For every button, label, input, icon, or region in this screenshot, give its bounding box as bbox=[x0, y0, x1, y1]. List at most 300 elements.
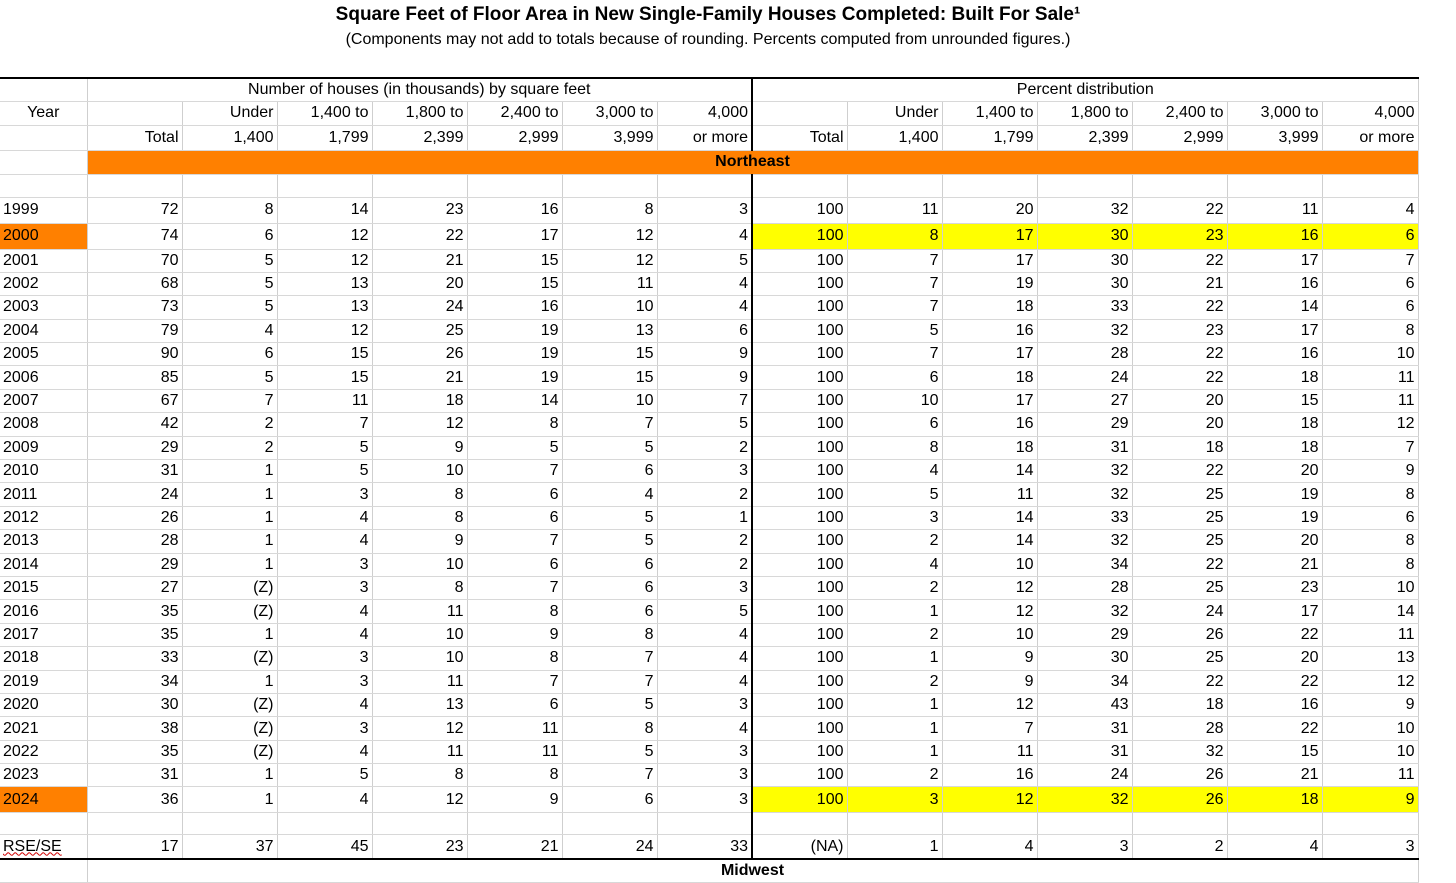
column-header-top[interactable]: 2,400 to bbox=[467, 101, 562, 125]
percent-cell[interactable]: 9 bbox=[1322, 460, 1418, 483]
percent-cell[interactable]: 25 bbox=[1132, 483, 1227, 506]
count-cell[interactable]: 7 bbox=[562, 413, 657, 436]
rse-count-cell[interactable]: 23 bbox=[372, 835, 467, 859]
count-cell[interactable]: 26 bbox=[372, 343, 467, 366]
count-cell[interactable]: 5 bbox=[277, 460, 372, 483]
percent-cell[interactable]: 100 bbox=[752, 740, 847, 763]
count-cell[interactable]: 4 bbox=[657, 296, 752, 319]
count-cell[interactable]: 35 bbox=[87, 623, 182, 646]
count-cell[interactable]: 8 bbox=[562, 717, 657, 740]
rse-count-cell[interactable]: 24 bbox=[562, 835, 657, 859]
count-cell[interactable]: 14 bbox=[277, 197, 372, 223]
year-cell[interactable]: 2008 bbox=[0, 413, 87, 436]
count-cell[interactable]: 70 bbox=[87, 249, 182, 272]
percent-cell[interactable]: 100 bbox=[752, 576, 847, 599]
percent-cell[interactable]: 32 bbox=[1037, 483, 1132, 506]
count-cell[interactable]: 1 bbox=[182, 553, 277, 576]
count-cell[interactable]: 11 bbox=[467, 740, 562, 763]
percent-cell[interactable]: 9 bbox=[1322, 787, 1418, 813]
year-header-top[interactable] bbox=[0, 78, 87, 101]
count-cell[interactable]: 85 bbox=[87, 366, 182, 389]
year-cell[interactable]: 2004 bbox=[0, 319, 87, 342]
count-cell[interactable]: 15 bbox=[277, 366, 372, 389]
percent-cell[interactable]: 3 bbox=[847, 787, 942, 813]
count-cell[interactable]: (Z) bbox=[182, 647, 277, 670]
percent-cell[interactable]: 22 bbox=[1132, 670, 1227, 693]
percent-cell[interactable]: 100 bbox=[752, 623, 847, 646]
percent-cell[interactable]: 21 bbox=[1132, 272, 1227, 295]
percent-cell[interactable]: 3 bbox=[847, 506, 942, 529]
count-cell[interactable]: 5 bbox=[182, 272, 277, 295]
percent-cell[interactable]: 8 bbox=[847, 436, 942, 459]
column-header-top[interactable]: 1,400 to bbox=[277, 101, 372, 125]
percent-cell[interactable]: 32 bbox=[1037, 460, 1132, 483]
percent-cell[interactable]: 16 bbox=[942, 413, 1037, 436]
percent-cell[interactable]: 100 bbox=[752, 223, 847, 249]
percent-cell[interactable]: 6 bbox=[1322, 272, 1418, 295]
percent-cell[interactable]: 11 bbox=[1227, 197, 1322, 223]
rse-count-cell[interactable]: 21 bbox=[467, 835, 562, 859]
empty-cell[interactable] bbox=[87, 174, 182, 197]
count-cell[interactable]: 74 bbox=[87, 223, 182, 249]
percent-cell[interactable]: 100 bbox=[752, 717, 847, 740]
column-header-bottom[interactable]: Total bbox=[752, 125, 847, 150]
column-header-bottom[interactable]: 2,999 bbox=[467, 125, 562, 150]
empty-cell[interactable] bbox=[1037, 813, 1132, 835]
percent-cell[interactable]: 20 bbox=[1227, 647, 1322, 670]
percent-cell[interactable]: 12 bbox=[1322, 413, 1418, 436]
percent-cell[interactable]: 6 bbox=[1322, 506, 1418, 529]
count-cell[interactable]: 4 bbox=[277, 787, 372, 813]
count-cell[interactable]: 10 bbox=[372, 647, 467, 670]
count-cell[interactable]: 2 bbox=[657, 436, 752, 459]
percent-cell[interactable]: 20 bbox=[1227, 460, 1322, 483]
empty-cell[interactable] bbox=[657, 813, 752, 835]
percent-cell[interactable]: 23 bbox=[1132, 223, 1227, 249]
count-cell[interactable]: 15 bbox=[562, 366, 657, 389]
region-spacer[interactable] bbox=[0, 859, 87, 883]
count-cell[interactable]: 4 bbox=[277, 530, 372, 553]
count-cell[interactable]: 5 bbox=[182, 366, 277, 389]
count-cell[interactable]: 1 bbox=[182, 460, 277, 483]
empty-cell[interactable] bbox=[752, 813, 847, 835]
empty-cell[interactable] bbox=[1227, 174, 1322, 197]
percent-cell[interactable]: 100 bbox=[752, 787, 847, 813]
count-cell[interactable]: (Z) bbox=[182, 717, 277, 740]
percent-cell[interactable]: 32 bbox=[1037, 530, 1132, 553]
count-cell[interactable]: 3 bbox=[657, 460, 752, 483]
empty-cell[interactable] bbox=[562, 813, 657, 835]
count-cell[interactable]: 7 bbox=[657, 389, 752, 412]
count-cell[interactable]: 5 bbox=[562, 740, 657, 763]
column-header-bottom[interactable]: 1,799 bbox=[277, 125, 372, 150]
percent-cell[interactable]: 30 bbox=[1037, 272, 1132, 295]
percent-cell[interactable]: 4 bbox=[847, 460, 942, 483]
percent-cell[interactable]: 11 bbox=[1322, 389, 1418, 412]
percent-cell[interactable]: 5 bbox=[847, 483, 942, 506]
empty-cell[interactable] bbox=[87, 813, 182, 835]
percent-cell[interactable]: 23 bbox=[1132, 319, 1227, 342]
empty-cell[interactable] bbox=[182, 813, 277, 835]
percent-cell[interactable]: 100 bbox=[752, 319, 847, 342]
percent-cell[interactable]: 1 bbox=[847, 647, 942, 670]
column-header-bottom[interactable]: 2,399 bbox=[1037, 125, 1132, 150]
percent-cell[interactable]: 22 bbox=[1227, 717, 1322, 740]
count-cell[interactable]: 19 bbox=[467, 319, 562, 342]
percent-cell[interactable]: 12 bbox=[942, 576, 1037, 599]
percent-cell[interactable]: 17 bbox=[942, 343, 1037, 366]
count-cell[interactable]: 28 bbox=[87, 530, 182, 553]
percent-cell[interactable]: 30 bbox=[1037, 249, 1132, 272]
empty-cell[interactable] bbox=[372, 813, 467, 835]
rse-count-cell[interactable]: 37 bbox=[182, 835, 277, 859]
percent-cell[interactable]: 18 bbox=[942, 436, 1037, 459]
percent-cell[interactable]: 10 bbox=[1322, 343, 1418, 366]
percent-cell[interactable]: 22 bbox=[1132, 460, 1227, 483]
percent-cell[interactable]: 6 bbox=[847, 366, 942, 389]
region-header[interactable]: Northeast bbox=[87, 150, 1418, 174]
percent-cell[interactable]: 23 bbox=[1227, 576, 1322, 599]
year-cell[interactable]: 2011 bbox=[0, 483, 87, 506]
percent-cell[interactable]: 10 bbox=[1322, 576, 1418, 599]
empty-cell[interactable] bbox=[1227, 813, 1322, 835]
percent-cell[interactable]: 8 bbox=[1322, 319, 1418, 342]
column-header-top[interactable]: 3,000 to bbox=[562, 101, 657, 125]
percent-cell[interactable]: 4 bbox=[1322, 197, 1418, 223]
percent-cell[interactable]: 12 bbox=[1322, 670, 1418, 693]
percent-cell[interactable]: 100 bbox=[752, 197, 847, 223]
count-cell[interactable]: 72 bbox=[87, 197, 182, 223]
percent-cell[interactable]: 31 bbox=[1037, 717, 1132, 740]
count-cell[interactable]: 2 bbox=[657, 530, 752, 553]
count-cell[interactable]: 12 bbox=[372, 717, 467, 740]
percent-cell[interactable]: 2 bbox=[847, 576, 942, 599]
count-cell[interactable]: 2 bbox=[182, 413, 277, 436]
percent-cell[interactable]: 11 bbox=[1322, 366, 1418, 389]
count-cell[interactable]: 90 bbox=[87, 343, 182, 366]
percent-cell[interactable]: 100 bbox=[752, 296, 847, 319]
count-cell[interactable]: 19 bbox=[467, 366, 562, 389]
count-cell[interactable]: 11 bbox=[372, 740, 467, 763]
year-cell[interactable]: 2016 bbox=[0, 600, 87, 623]
count-cell[interactable]: 6 bbox=[467, 483, 562, 506]
percent-cell[interactable]: 26 bbox=[1132, 623, 1227, 646]
column-header-bottom[interactable]: or more bbox=[657, 125, 752, 150]
count-cell[interactable]: 3 bbox=[277, 553, 372, 576]
column-header-top[interactable]: 3,000 to bbox=[1227, 101, 1322, 125]
percent-cell[interactable]: 100 bbox=[752, 647, 847, 670]
percent-cell[interactable]: 25 bbox=[1132, 576, 1227, 599]
count-cell[interactable]: 1 bbox=[182, 670, 277, 693]
empty-cell[interactable] bbox=[277, 174, 372, 197]
count-cell[interactable]: 6 bbox=[657, 319, 752, 342]
percent-cell[interactable]: 18 bbox=[942, 296, 1037, 319]
count-cell[interactable]: 16 bbox=[467, 296, 562, 319]
column-header-bottom[interactable]: or more bbox=[1322, 125, 1418, 150]
percent-cell[interactable]: 28 bbox=[1132, 717, 1227, 740]
count-cell[interactable]: 1 bbox=[182, 787, 277, 813]
percent-cell[interactable]: 21 bbox=[1227, 764, 1322, 787]
column-header-top[interactable] bbox=[87, 101, 182, 125]
percent-cell[interactable]: 22 bbox=[1132, 296, 1227, 319]
percent-cell[interactable]: 28 bbox=[1037, 343, 1132, 366]
count-cell[interactable]: 15 bbox=[467, 249, 562, 272]
year-cell[interactable]: 2005 bbox=[0, 343, 87, 366]
count-cell[interactable]: 14 bbox=[467, 389, 562, 412]
percent-cell[interactable]: 28 bbox=[1037, 576, 1132, 599]
count-cell[interactable]: 10 bbox=[372, 553, 467, 576]
percent-cell[interactable]: 7 bbox=[847, 296, 942, 319]
percent-cell[interactable]: 100 bbox=[752, 670, 847, 693]
percent-cell[interactable]: 7 bbox=[847, 272, 942, 295]
count-cell[interactable]: 5 bbox=[562, 506, 657, 529]
percent-cell[interactable]: 10 bbox=[1322, 717, 1418, 740]
count-cell[interactable]: 10 bbox=[372, 623, 467, 646]
percent-cell[interactable]: 16 bbox=[942, 319, 1037, 342]
percent-cell[interactable]: 24 bbox=[1037, 366, 1132, 389]
empty-cell[interactable] bbox=[0, 813, 87, 835]
rse-percent-cell[interactable]: (NA) bbox=[752, 835, 847, 859]
count-cell[interactable]: 11 bbox=[372, 670, 467, 693]
year-cell[interactable]: 2000 bbox=[0, 223, 87, 249]
count-cell[interactable]: 9 bbox=[657, 366, 752, 389]
rse-percent-cell[interactable]: 3 bbox=[1322, 835, 1418, 859]
percent-cell[interactable]: 20 bbox=[1227, 530, 1322, 553]
count-cell[interactable]: 8 bbox=[562, 623, 657, 646]
count-cell[interactable]: 3 bbox=[657, 693, 752, 716]
count-cell[interactable]: 10 bbox=[372, 460, 467, 483]
percent-cell[interactable]: 22 bbox=[1132, 197, 1227, 223]
percent-cell[interactable]: 9 bbox=[1322, 693, 1418, 716]
count-cell[interactable]: 3 bbox=[277, 576, 372, 599]
percent-cell[interactable]: 100 bbox=[752, 764, 847, 787]
percent-cell[interactable]: 32 bbox=[1037, 787, 1132, 813]
count-cell[interactable]: 3 bbox=[657, 740, 752, 763]
empty-cell[interactable] bbox=[657, 174, 752, 197]
count-cell[interactable]: 31 bbox=[87, 460, 182, 483]
year-cell[interactable]: 2006 bbox=[0, 366, 87, 389]
percent-cell[interactable]: 19 bbox=[942, 272, 1037, 295]
count-cell[interactable]: 67 bbox=[87, 389, 182, 412]
empty-cell[interactable] bbox=[847, 813, 942, 835]
empty-cell[interactable] bbox=[562, 174, 657, 197]
group-header-percent[interactable]: Percent distribution bbox=[752, 78, 1418, 101]
count-cell[interactable]: 29 bbox=[87, 436, 182, 459]
count-cell[interactable]: 35 bbox=[87, 740, 182, 763]
percent-cell[interactable]: 20 bbox=[1132, 413, 1227, 436]
percent-cell[interactable]: 18 bbox=[1227, 366, 1322, 389]
count-cell[interactable]: 6 bbox=[467, 693, 562, 716]
count-cell[interactable]: 10 bbox=[562, 296, 657, 319]
column-header-bottom[interactable]: 3,999 bbox=[562, 125, 657, 150]
empty-cell[interactable] bbox=[942, 174, 1037, 197]
percent-cell[interactable]: 22 bbox=[1227, 670, 1322, 693]
rse-count-cell[interactable]: 45 bbox=[277, 835, 372, 859]
count-cell[interactable]: 26 bbox=[87, 506, 182, 529]
percent-cell[interactable]: 10 bbox=[1322, 740, 1418, 763]
count-cell[interactable]: 2 bbox=[657, 483, 752, 506]
count-cell[interactable]: 4 bbox=[657, 670, 752, 693]
rse-percent-cell[interactable]: 1 bbox=[847, 835, 942, 859]
count-cell[interactable]: 15 bbox=[277, 343, 372, 366]
percent-cell[interactable]: 7 bbox=[847, 343, 942, 366]
count-cell[interactable]: 11 bbox=[467, 717, 562, 740]
count-cell[interactable]: 9 bbox=[467, 623, 562, 646]
percent-cell[interactable]: 12 bbox=[942, 787, 1037, 813]
count-cell[interactable]: 4 bbox=[657, 272, 752, 295]
percent-cell[interactable]: 14 bbox=[942, 506, 1037, 529]
percent-cell[interactable]: 14 bbox=[1227, 296, 1322, 319]
year-cell[interactable]: 2021 bbox=[0, 717, 87, 740]
percent-cell[interactable]: 100 bbox=[752, 272, 847, 295]
count-cell[interactable]: 7 bbox=[467, 460, 562, 483]
empty-cell[interactable] bbox=[942, 813, 1037, 835]
column-header-bottom[interactable]: 1,799 bbox=[942, 125, 1037, 150]
year-cell[interactable]: 2023 bbox=[0, 764, 87, 787]
empty-cell[interactable] bbox=[1322, 813, 1418, 835]
percent-cell[interactable]: 32 bbox=[1037, 319, 1132, 342]
count-cell[interactable]: 7 bbox=[277, 413, 372, 436]
percent-cell[interactable]: 17 bbox=[1227, 249, 1322, 272]
percent-cell[interactable]: 26 bbox=[1132, 787, 1227, 813]
column-header-top[interactable] bbox=[752, 101, 847, 125]
percent-cell[interactable]: 17 bbox=[1227, 600, 1322, 623]
count-cell[interactable]: 12 bbox=[372, 787, 467, 813]
count-cell[interactable]: 5 bbox=[182, 296, 277, 319]
rse-percent-cell[interactable]: 3 bbox=[1037, 835, 1132, 859]
count-cell[interactable]: 3 bbox=[277, 717, 372, 740]
count-cell[interactable]: 6 bbox=[562, 787, 657, 813]
percent-cell[interactable]: 6 bbox=[1322, 223, 1418, 249]
count-cell[interactable]: 4 bbox=[277, 693, 372, 716]
count-cell[interactable]: 1 bbox=[182, 764, 277, 787]
year-cell[interactable]: 2007 bbox=[0, 389, 87, 412]
count-cell[interactable]: 4 bbox=[657, 223, 752, 249]
percent-cell[interactable]: 34 bbox=[1037, 670, 1132, 693]
count-cell[interactable]: 3 bbox=[277, 483, 372, 506]
count-cell[interactable]: 1 bbox=[182, 530, 277, 553]
count-cell[interactable]: 7 bbox=[467, 530, 562, 553]
column-header-bottom[interactable]: 1,400 bbox=[847, 125, 942, 150]
count-cell[interactable]: 24 bbox=[372, 296, 467, 319]
percent-cell[interactable]: 18 bbox=[1132, 693, 1227, 716]
column-header-top[interactable]: Under bbox=[182, 101, 277, 125]
count-cell[interactable]: 12 bbox=[562, 223, 657, 249]
percent-cell[interactable]: 6 bbox=[1322, 296, 1418, 319]
count-cell[interactable]: 30 bbox=[87, 693, 182, 716]
percent-cell[interactable]: 7 bbox=[942, 717, 1037, 740]
percent-cell[interactable]: 100 bbox=[752, 413, 847, 436]
count-cell[interactable]: 6 bbox=[467, 506, 562, 529]
percent-cell[interactable]: 17 bbox=[942, 223, 1037, 249]
percent-cell[interactable]: 33 bbox=[1037, 296, 1132, 319]
count-cell[interactable]: 4 bbox=[277, 623, 372, 646]
rse-percent-cell[interactable]: 4 bbox=[1227, 835, 1322, 859]
rse-count-cell[interactable]: 17 bbox=[87, 835, 182, 859]
count-cell[interactable]: 21 bbox=[372, 366, 467, 389]
percent-cell[interactable]: 1 bbox=[847, 693, 942, 716]
percent-cell[interactable]: 20 bbox=[1132, 389, 1227, 412]
percent-cell[interactable]: 30 bbox=[1037, 223, 1132, 249]
percent-cell[interactable]: 5 bbox=[847, 319, 942, 342]
year-cell[interactable]: 2020 bbox=[0, 693, 87, 716]
count-cell[interactable]: 31 bbox=[87, 764, 182, 787]
percent-cell[interactable]: 25 bbox=[1132, 506, 1227, 529]
rse-percent-cell[interactable]: 2 bbox=[1132, 835, 1227, 859]
percent-cell[interactable]: 100 bbox=[752, 693, 847, 716]
percent-cell[interactable]: 100 bbox=[752, 600, 847, 623]
percent-cell[interactable]: 24 bbox=[1037, 764, 1132, 787]
percent-cell[interactable]: 10 bbox=[847, 389, 942, 412]
count-cell[interactable]: 20 bbox=[372, 272, 467, 295]
count-cell[interactable]: 18 bbox=[372, 389, 467, 412]
count-cell[interactable]: 5 bbox=[277, 436, 372, 459]
year-cell[interactable]: 2022 bbox=[0, 740, 87, 763]
percent-cell[interactable]: 29 bbox=[1037, 413, 1132, 436]
count-cell[interactable]: 22 bbox=[372, 223, 467, 249]
next-region-header[interactable]: Midwest bbox=[87, 859, 1418, 883]
count-cell[interactable]: 8 bbox=[562, 197, 657, 223]
percent-cell[interactable]: 11 bbox=[847, 197, 942, 223]
year-cell[interactable]: 2010 bbox=[0, 460, 87, 483]
percent-cell[interactable]: 22 bbox=[1132, 553, 1227, 576]
count-cell[interactable]: 5 bbox=[562, 530, 657, 553]
year-cell[interactable]: 2003 bbox=[0, 296, 87, 319]
percent-cell[interactable]: 16 bbox=[1227, 343, 1322, 366]
count-cell[interactable]: 1 bbox=[182, 623, 277, 646]
column-header-top[interactable]: 4,000 bbox=[657, 101, 752, 125]
count-cell[interactable]: 15 bbox=[467, 272, 562, 295]
percent-cell[interactable]: 2 bbox=[847, 530, 942, 553]
rse-label-cell[interactable] bbox=[0, 835, 87, 859]
count-cell[interactable]: 38 bbox=[87, 717, 182, 740]
count-cell[interactable]: 36 bbox=[87, 787, 182, 813]
percent-cell[interactable]: 100 bbox=[752, 483, 847, 506]
percent-cell[interactable]: 4 bbox=[847, 553, 942, 576]
year-cell[interactable]: 1999 bbox=[0, 197, 87, 223]
empty-cell[interactable] bbox=[0, 174, 87, 197]
percent-cell[interactable]: 8 bbox=[1322, 483, 1418, 506]
count-cell[interactable]: 4 bbox=[657, 717, 752, 740]
count-cell[interactable]: 4 bbox=[277, 600, 372, 623]
percent-cell[interactable]: 10 bbox=[942, 623, 1037, 646]
count-cell[interactable]: 27 bbox=[87, 576, 182, 599]
percent-cell[interactable]: 21 bbox=[1227, 553, 1322, 576]
count-cell[interactable]: (Z) bbox=[182, 576, 277, 599]
empty-cell[interactable] bbox=[182, 174, 277, 197]
empty-cell[interactable] bbox=[372, 174, 467, 197]
percent-cell[interactable]: 15 bbox=[1227, 389, 1322, 412]
count-cell[interactable]: 3 bbox=[657, 764, 752, 787]
percent-cell[interactable]: 8 bbox=[1322, 553, 1418, 576]
count-cell[interactable]: 16 bbox=[467, 197, 562, 223]
column-header-top[interactable]: 1,800 to bbox=[372, 101, 467, 125]
count-cell[interactable]: (Z) bbox=[182, 740, 277, 763]
count-cell[interactable]: 5 bbox=[562, 436, 657, 459]
count-cell[interactable]: 12 bbox=[372, 413, 467, 436]
year-header[interactable]: Year bbox=[0, 101, 87, 125]
count-cell[interactable]: 4 bbox=[657, 647, 752, 670]
count-cell[interactable]: 6 bbox=[182, 223, 277, 249]
percent-cell[interactable]: 7 bbox=[1322, 436, 1418, 459]
count-cell[interactable]: 9 bbox=[372, 530, 467, 553]
percent-cell[interactable]: 13 bbox=[1322, 647, 1418, 670]
count-cell[interactable]: 5 bbox=[467, 436, 562, 459]
count-cell[interactable]: 6 bbox=[562, 576, 657, 599]
percent-cell[interactable]: 18 bbox=[1132, 436, 1227, 459]
count-cell[interactable]: 8 bbox=[467, 600, 562, 623]
count-cell[interactable]: 12 bbox=[277, 249, 372, 272]
